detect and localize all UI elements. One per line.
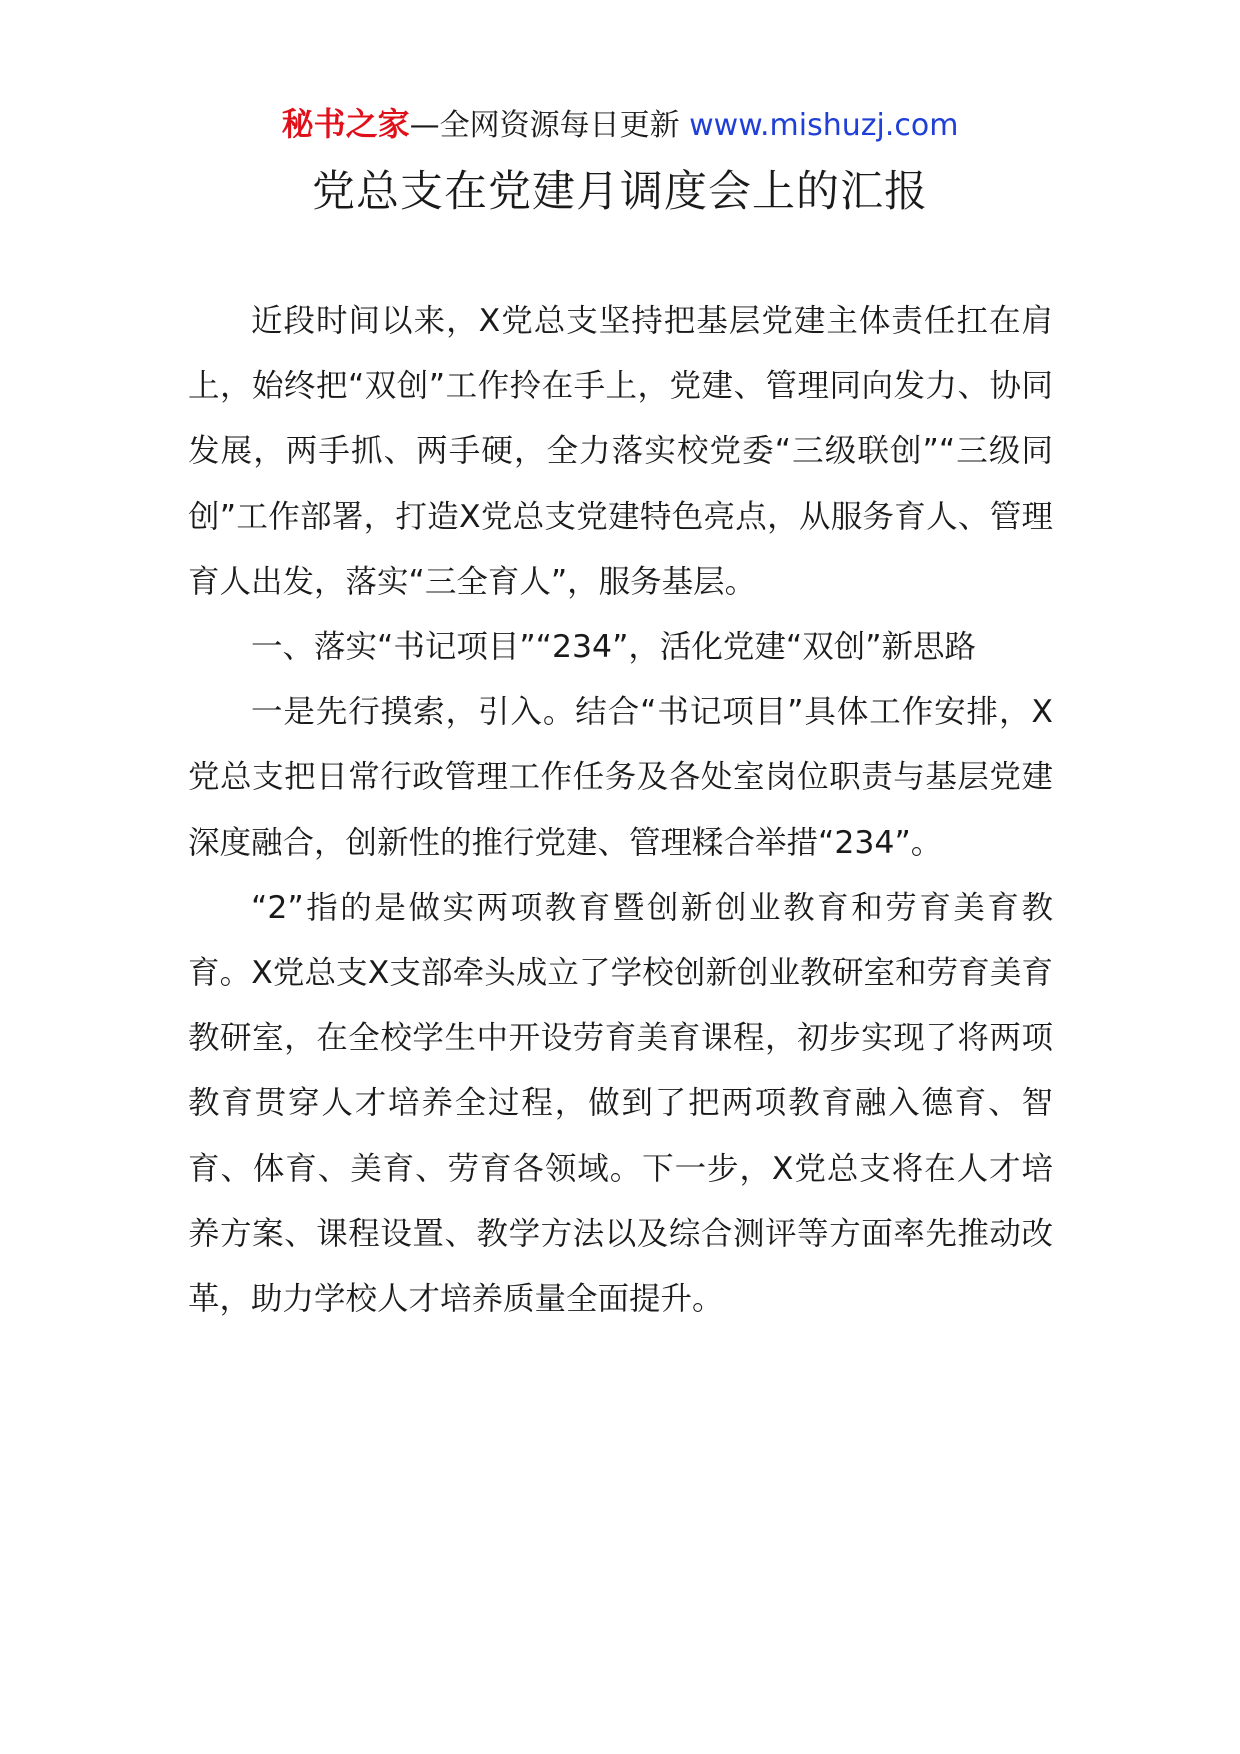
paragraph-first-point: 一是先行摸索，引入。结合“书记项目”具体工作安排，X党总支把日常行政管理工作任务及各处室岗位职责与基层党建深度融合，创新性的推行党建、管理糅合举措“234”。	[188, 694, 1053, 861]
site-slogan: —全网资源每日更新	[409, 108, 680, 143]
paragraph-intro: 近段时间以来，X党总支坚持把基层党建主体责任扛在肩上，始终把“双创”工作拎在手上，党建、管理同向发力、协同发展，两手抓、两手硬，全力落实校党委“三级联创”“三级同创”工作部署，打造X党总支党建特色亮点，从服务育人、管理育人出发，落实“三全育人”，服务基层。	[188, 303, 1053, 600]
brand-name: 秘书之家	[281, 105, 410, 143]
site-header	[0, 102, 1240, 148]
paragraph-two-education: “2”指的是做实两项教育暨创新创业教育和劳育美育教育。X党总支X支部牵头成立了学校创新创业教研室和劳育美育教研室，在全校学生中开设劳育美育课程，初步实现了将两项教育贯穿人才培养全过程，做到了把两项教育融入德育、智育、体育、美育、劳育各领域。下一步，X党总支将在人才培养方案、课程设置、教学方法以及综合测评等方面率先推动改革，助力学校人才培养质量全面提升。	[188, 889, 1053, 1318]
document-title: 党总支在党建月调度会上的汇报	[312, 167, 928, 217]
document-body	[188, 289, 1053, 1332]
section-heading-1: 一、落实“书记项目”“234”，活化党建“双创”新思路	[251, 629, 977, 666]
site-url[interactable]: www.mishuzj.com	[689, 108, 959, 143]
